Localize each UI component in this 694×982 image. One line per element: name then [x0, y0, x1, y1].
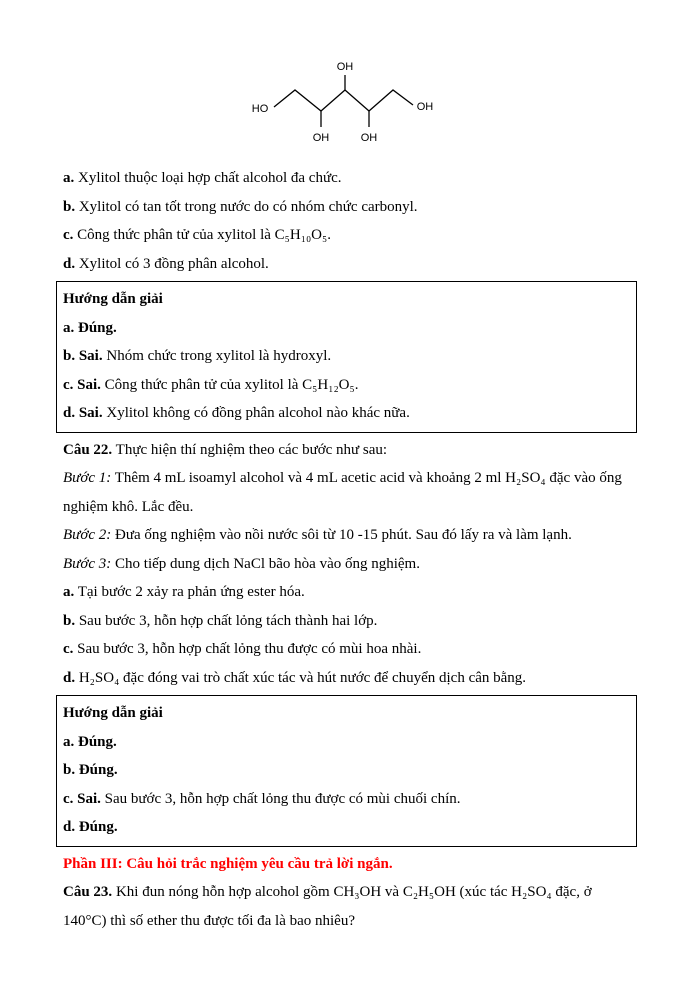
- part3-heading: Phần III: Câu hỏi trắc nghiệm yêu cầu trả lời ngắn.: [63, 855, 393, 872]
- q22-step-2: [63, 521, 630, 550]
- carbon-chain-bond: [274, 90, 413, 111]
- q21-solution-c: [63, 371, 630, 400]
- step-text: Thêm 4 mL isoamyl alcohol và 4 mL acetic acid và khoảng 2 ml H₂SO₄ đặc vào ống nghiệm khô. Lắc đều.: [63, 470, 622, 515]
- q22-solution-a: [63, 728, 630, 757]
- question-text: Khi đun nóng hỗn hợp alcohol gồm CH₃OH và C₂H₅OH (xúc tác H₂SO₄ đặc, ở 140°C) thì số ether thu được tối đa là bao nhiêu?: [63, 884, 592, 929]
- xylitol-structure-svg: [242, 56, 452, 156]
- q21-solution-box: [56, 281, 637, 433]
- label-oh-bottom-right: OH: [360, 132, 377, 144]
- statement-text: Xylitol thuộc loại hợp chất alcohol đa chức.: [74, 170, 342, 186]
- q21-statement-b: [63, 193, 630, 222]
- statement-label: c.: [63, 641, 74, 657]
- q22-statement-d: [63, 664, 630, 693]
- q21-solution-b: [63, 342, 630, 371]
- solution-verdict: c. Sai.: [63, 376, 101, 393]
- question-number: Câu 23.: [63, 884, 113, 900]
- solution-text: Nhóm chức trong xylitol là hydroxyl.: [102, 348, 332, 364]
- label-oh-bottom-left: OH: [312, 132, 329, 144]
- q21-solution-d: [63, 399, 630, 428]
- solution-text: Xylitol không có đồng phân alcohol nào khác nữa.: [102, 405, 410, 421]
- q22-statement-c: [63, 635, 630, 664]
- q22-solution-c: [63, 785, 630, 814]
- statement-text: Sau bước 3, hỗn hợp chất lỏng thu được có mùi hoa nhài.: [73, 641, 422, 657]
- q22-step-1: [63, 464, 630, 521]
- question-text: Thực hiện thí nghiệm theo các bước như sau:: [112, 441, 388, 458]
- q22-statement-a: [63, 578, 630, 607]
- statement-text: Xylitol có 3 đồng phân alcohol.: [75, 255, 269, 272]
- q22-step-3: [63, 550, 630, 579]
- q22-statement-b: [63, 607, 630, 636]
- solution-verdict: d. Sai.: [63, 405, 103, 421]
- step-label: Bước 1:: [63, 470, 112, 486]
- solution-title: Hướng dẫn giải: [63, 291, 163, 307]
- solution-verdict: c. Sai.: [63, 790, 101, 807]
- statement-text: H₂SO₄ đặc đóng vai trò chất xúc tác và hút nước để chuyển dịch cân bằng.: [75, 669, 527, 686]
- statement-label: a.: [63, 170, 75, 186]
- statement-label: d.: [63, 255, 76, 272]
- q22-solution-d: [63, 813, 630, 842]
- q22-solution-b: [63, 756, 630, 785]
- q21-statement-c: [63, 221, 630, 250]
- label-ho-left: HO: [251, 103, 268, 115]
- label-oh-top: OH: [336, 61, 353, 73]
- solution-verdict: a. Đúng.: [63, 319, 117, 336]
- solution-text: Sau bước 3, hỗn hợp chất lỏng thu được có mùi chuối chín.: [100, 790, 461, 807]
- statement-label: b.: [63, 198, 76, 215]
- step-label: Bước 2:: [63, 527, 112, 543]
- q23-heading: [63, 878, 630, 935]
- solution-verdict: a. Đúng.: [63, 733, 117, 750]
- statement-label: c.: [63, 227, 74, 243]
- statement-label: b.: [63, 612, 76, 629]
- label-oh-right: OH: [416, 101, 433, 113]
- statement-text: Xylitol có tan tốt trong nước do có nhóm chức carbonyl.: [75, 198, 418, 215]
- statement-label: d.: [63, 669, 76, 686]
- statement-text: Sau bước 3, hỗn hợp chất lỏng tách thành hai lớp.: [75, 612, 378, 629]
- step-label: Bước 3:: [63, 555, 112, 572]
- xylitol-structure-diagram: [63, 0, 630, 164]
- q22-heading: [63, 436, 630, 465]
- q21-statement-a: [63, 164, 630, 193]
- q21-solution-a: [63, 314, 630, 343]
- solution-title: Hướng dẫn giải: [63, 705, 163, 721]
- statement-label: a.: [63, 584, 75, 600]
- step-text: Đưa ống nghiệm vào nồi nước sôi từ 10 -15 phút. Sau đó lấy ra và làm lạnh.: [111, 527, 572, 543]
- solution-verdict: d. Đúng.: [63, 819, 118, 835]
- question-number: Câu 22.: [63, 441, 113, 458]
- statement-text: Tại bước 2 xảy ra phản ứng ester hóa.: [74, 584, 305, 600]
- solution-verdict: b. Sai.: [63, 348, 103, 364]
- solution-verdict: b. Đúng.: [63, 762, 118, 778]
- solution-text: Công thức phân tử của xylitol là C₅H₁₂O₅.: [100, 376, 359, 393]
- step-text: Cho tiếp dung dịch NaCl bão hòa vào ống nghiệm.: [111, 555, 420, 572]
- statement-text: Công thức phân tử của xylitol là C₅H₁₀O₅.: [73, 227, 331, 243]
- q22-solution-box: [56, 695, 637, 847]
- q21-statement-d: [63, 250, 630, 279]
